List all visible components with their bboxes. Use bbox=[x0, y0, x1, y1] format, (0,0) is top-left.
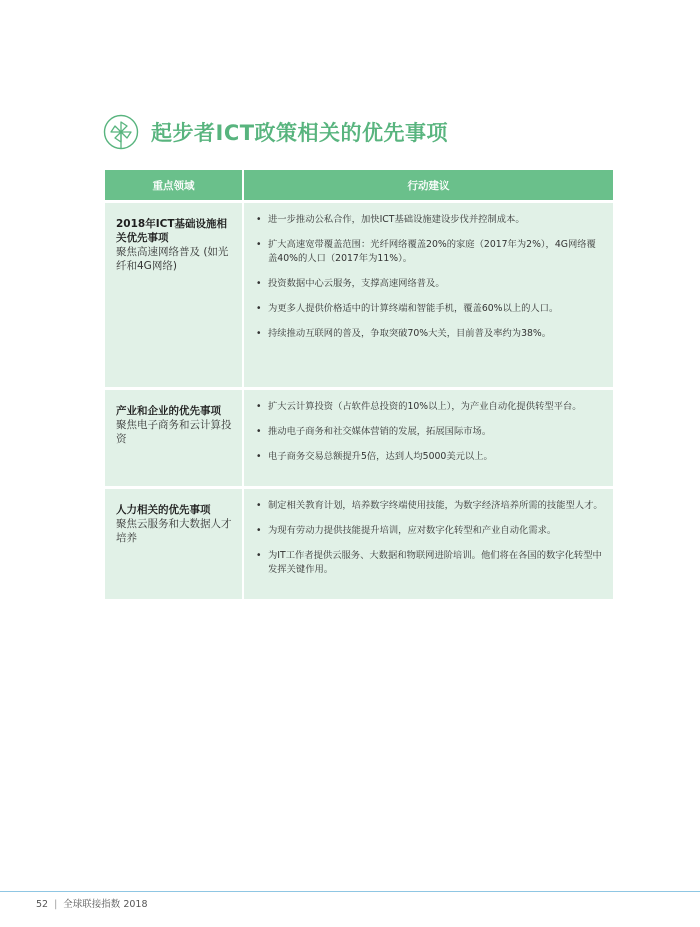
table-row bbox=[105, 203, 613, 387]
area-title: 产业和企业的优先事项 bbox=[116, 405, 221, 417]
action-cell bbox=[244, 489, 613, 599]
page-footer bbox=[36, 896, 148, 910]
area-subtitle: 聚焦电子商务和云计算投资 bbox=[116, 419, 232, 445]
area-title: 人力相关的优先事项 bbox=[116, 504, 211, 516]
action-cell bbox=[244, 203, 613, 387]
list-item: • 电子商务交易总额提升5倍，达到人均5000美元以上。 bbox=[254, 450, 603, 464]
list-item: • 推动电子商务和社交媒体营销的发展，拓展国际市场。 bbox=[254, 425, 603, 439]
table-row bbox=[105, 390, 613, 486]
page-number: 52 bbox=[36, 899, 49, 910]
list-item: • 为现有劳动力提供技能提升培训，应对数字化转型和产业自动化需求。 bbox=[254, 524, 603, 538]
table-header bbox=[105, 170, 613, 200]
pinwheel-circle-icon bbox=[103, 114, 139, 150]
list-item: • 投资数据中心云服务，支撑高速网络普及。 bbox=[254, 277, 603, 291]
list-item: • 制定相关教育计划，培养数字终端使用技能，为数字经济培养所需的技能型人才。 bbox=[254, 499, 603, 513]
priority-table bbox=[105, 170, 613, 599]
list-item: • 扩大高速宽带覆盖范围：光纤网络覆盖20%的家庭（2017年为2%），4G网络覆盖40%的人口（2017年为11%）。 bbox=[254, 238, 603, 266]
list-item: • 为IT工作者提供云服务、大数据和物联网进阶培训。他们将在各国的数字化转型中发挥关键作用。 bbox=[254, 549, 603, 577]
page-title: 起步者ICT政策相关的优先事项 bbox=[151, 121, 449, 145]
area-title: 2018年ICT基础设施相关优先事项 bbox=[116, 218, 227, 244]
publication-name: 全球联接指数 2018 bbox=[63, 899, 148, 910]
list-item: • 为更多人提供价格适中的计算终端和智能手机，覆盖60%以上的人口。 bbox=[254, 302, 603, 316]
header-area: 重点领域 bbox=[105, 170, 244, 200]
footer-divider bbox=[0, 891, 700, 892]
section-header bbox=[103, 112, 448, 152]
area-subtitle: 聚焦高速网络普及 (如光纤和4G网络) bbox=[116, 246, 229, 272]
area-subtitle: 聚焦云服务和大数据人才培养 bbox=[116, 518, 232, 544]
area-cell bbox=[105, 203, 244, 387]
area-cell bbox=[105, 489, 244, 599]
header-action: 行动建议 bbox=[407, 179, 450, 192]
area-cell bbox=[105, 390, 244, 486]
footer-separator: | bbox=[54, 899, 58, 910]
action-cell bbox=[244, 390, 613, 486]
list-item: • 进一步推动公私合作，加快ICT基础设施建设步伐并控制成本。 bbox=[254, 213, 603, 227]
list-item: • 持续推动互联网的普及，争取突破70%大关，目前普及率约为38%。 bbox=[254, 327, 603, 341]
list-item: • 扩大云计算投资（占软件总投资的10%以上），为产业自动化提供转型平台。 bbox=[254, 400, 603, 414]
table-row bbox=[105, 489, 613, 599]
